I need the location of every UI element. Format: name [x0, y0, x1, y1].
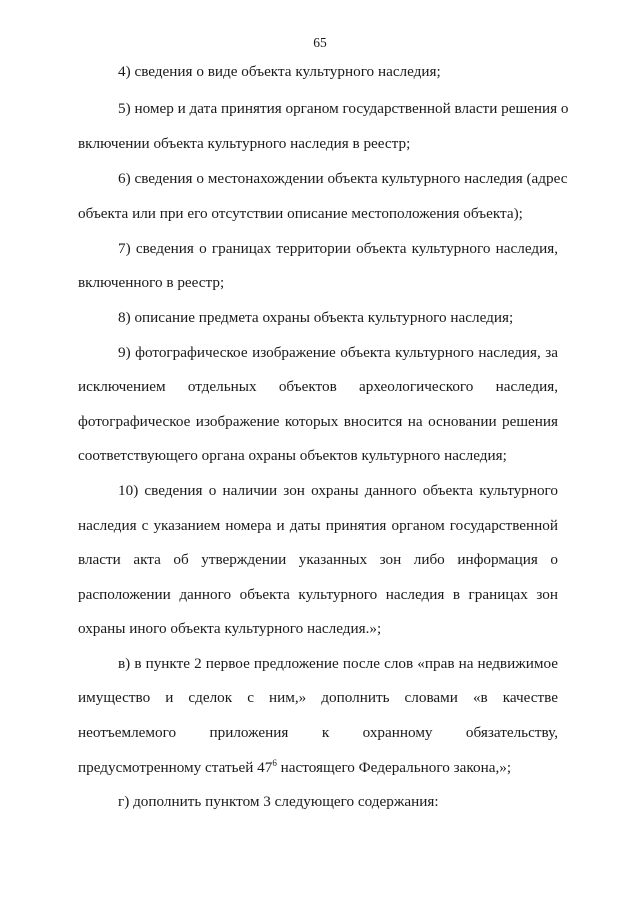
text-fragment: предусмотренному статьей 47 [78, 759, 273, 776]
text-line: наследия с указанием номера и даты принятия органом государственной [78, 517, 558, 534]
page-number: 65 [313, 35, 327, 50]
text-fragment: настоящего Федерального закона,»; [276, 759, 512, 776]
text-line: г) дополнить пунктом 3 следующего содержания: [118, 793, 439, 810]
superscript: 6 [272, 757, 277, 768]
text-line: расположении данного объекта культурного наследия в границах зон [78, 586, 558, 603]
text-line: объекта или при его отсутствии описание местоположения объекта); [78, 205, 523, 222]
text-line: соответствующего органа охраны объектов культурного наследия; [78, 447, 507, 464]
text-line: 7) сведения о границах территории объекта культурного наследия, [118, 240, 558, 257]
text-line: охраны иного объекта культурного наследия.»; [78, 620, 382, 637]
text-line: в) в пункте 2 первое предложение после слов «прав на недвижимое [118, 655, 558, 672]
text-line: 8) описание предмета охраны объекта культурного наследия; [118, 309, 514, 326]
text-line: 9) фотографическое изображение объекта культурного наследия, за [118, 344, 558, 361]
text-line [78, 759, 558, 777]
text-line: фотографическое изображение которых вносится на основании решения [78, 413, 558, 430]
text-line: 5) номер и дата принятия органом государственной власти решения о [118, 100, 569, 117]
text-line: включении объекта культурного наследия в реестр; [78, 135, 411, 152]
text-line: 10) сведения о наличии зон охраны данного объекта культурного [118, 482, 558, 499]
text-line: имущество и сделок с ним,» дополнить словами «в качестве [78, 689, 558, 706]
text-line: включенного в реестр; [78, 274, 225, 291]
text-line: власти акта об утверждении указанных зон либо информация о [78, 551, 558, 568]
text-line: 4) сведения о виде объекта культурного наследия; [118, 63, 441, 80]
text-line: 6) сведения о местонахождении объекта культурного наследия (адрес [118, 170, 568, 187]
text-line: исключением отдельных объектов археологического наследия, [78, 378, 558, 395]
text-line: неотъемлемого приложения к охранному обязательству, [78, 724, 558, 741]
